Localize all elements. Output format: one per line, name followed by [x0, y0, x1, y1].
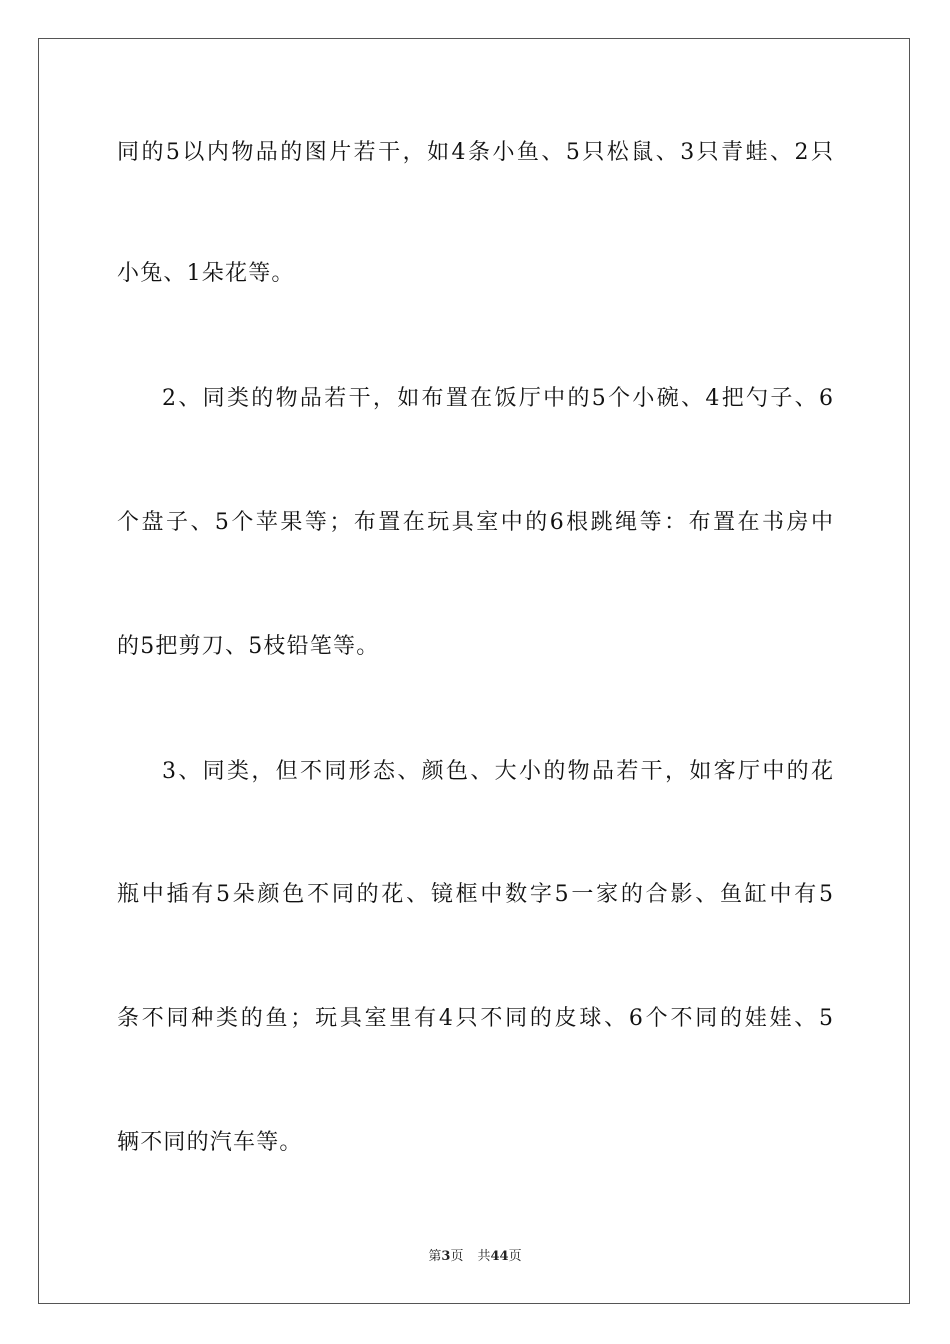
- footer-page-prefix: 第: [428, 1249, 442, 1264]
- page-border: [38, 38, 910, 1304]
- footer-total-prefix: 共: [477, 1249, 491, 1264]
- paragraph-3-line-2: 瓶中插有5朵颜色不同的花、镜框中数字5一家的合影、鱼缸中有5: [117, 882, 833, 907]
- paragraph-2-line-1: 2、同类的物品若干，如布置在饭厅中的5个小碗、4把勺子、6: [162, 386, 833, 411]
- footer-page-total: 44: [490, 1249, 509, 1264]
- paragraph-3-line-4: 辆不同的汽车等。: [117, 1130, 303, 1155]
- paragraph-2-line-3: 的5把剪刀、5枝铅笔等。: [117, 634, 380, 659]
- page-footer: [0, 1248, 950, 1266]
- paragraph-3-line-3: 条不同种类的鱼；玩具室里有4只不同的皮球、6个不同的娃娃、5: [117, 1006, 833, 1031]
- footer-page-current: 3: [441, 1249, 451, 1264]
- paragraph-2-line-2: 个盘子、5个苹果等；布置在玩具室中的6根跳绳等：布置在书房中: [117, 510, 833, 535]
- paragraph-3-line-1: 3、同类，但不同形态、颜色、大小的物品若干，如客厅中的花: [162, 759, 833, 784]
- paragraph-1-line-2: 小兔、1朵花等。: [117, 261, 295, 286]
- paragraph-1-line-1: 同的5以内物品的图片若干，如4条小鱼、5只松鼠、3只青蛙、2只: [117, 140, 833, 165]
- footer-page-unit: 页: [450, 1249, 464, 1264]
- footer-total-unit: 页: [508, 1249, 522, 1264]
